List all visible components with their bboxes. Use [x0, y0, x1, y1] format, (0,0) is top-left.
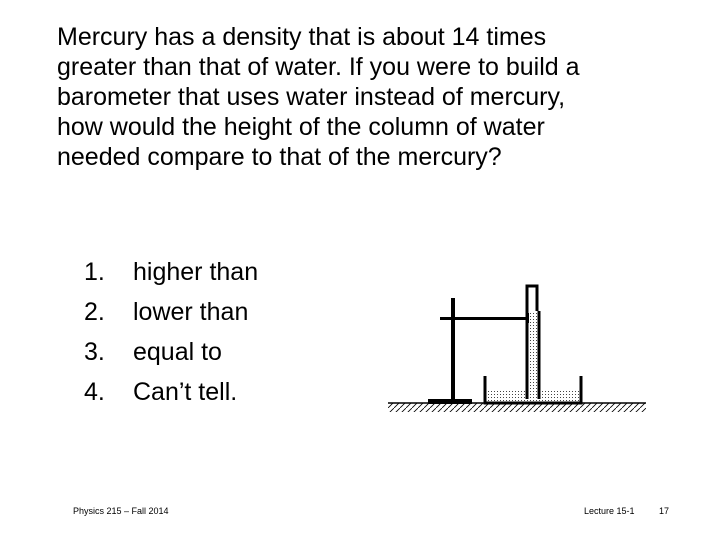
choice-number: 4.: [84, 378, 105, 406]
choice-text: lower than: [133, 298, 249, 326]
footer-course: Physics 215 – Fall 2014: [73, 506, 169, 516]
question-line: how would the height of the column of water: [57, 113, 545, 141]
choice-text: higher than: [133, 258, 259, 286]
question-line: needed compare to that of the mercury?: [57, 143, 502, 171]
choice-number: 1.: [84, 258, 105, 286]
choice-text: equal to: [133, 338, 222, 366]
barometer-diagram: [388, 282, 658, 418]
choice-number: 3.: [84, 338, 105, 366]
question-line: barometer that uses water instead of mercury,: [57, 83, 566, 111]
question-line: greater than that of water. If you were to build a: [57, 53, 580, 81]
stand: [428, 298, 534, 404]
footer-lecture: Lecture 15-1: [584, 506, 635, 516]
question-text: [57, 22, 677, 172]
barometer-tube: [527, 286, 539, 399]
question-line: Mercury has a density that is about 14 times: [57, 23, 547, 51]
page-number: 17: [659, 506, 670, 516]
choice-text: Can’t tell.: [133, 378, 238, 406]
choice-number: 2.: [84, 298, 105, 326]
